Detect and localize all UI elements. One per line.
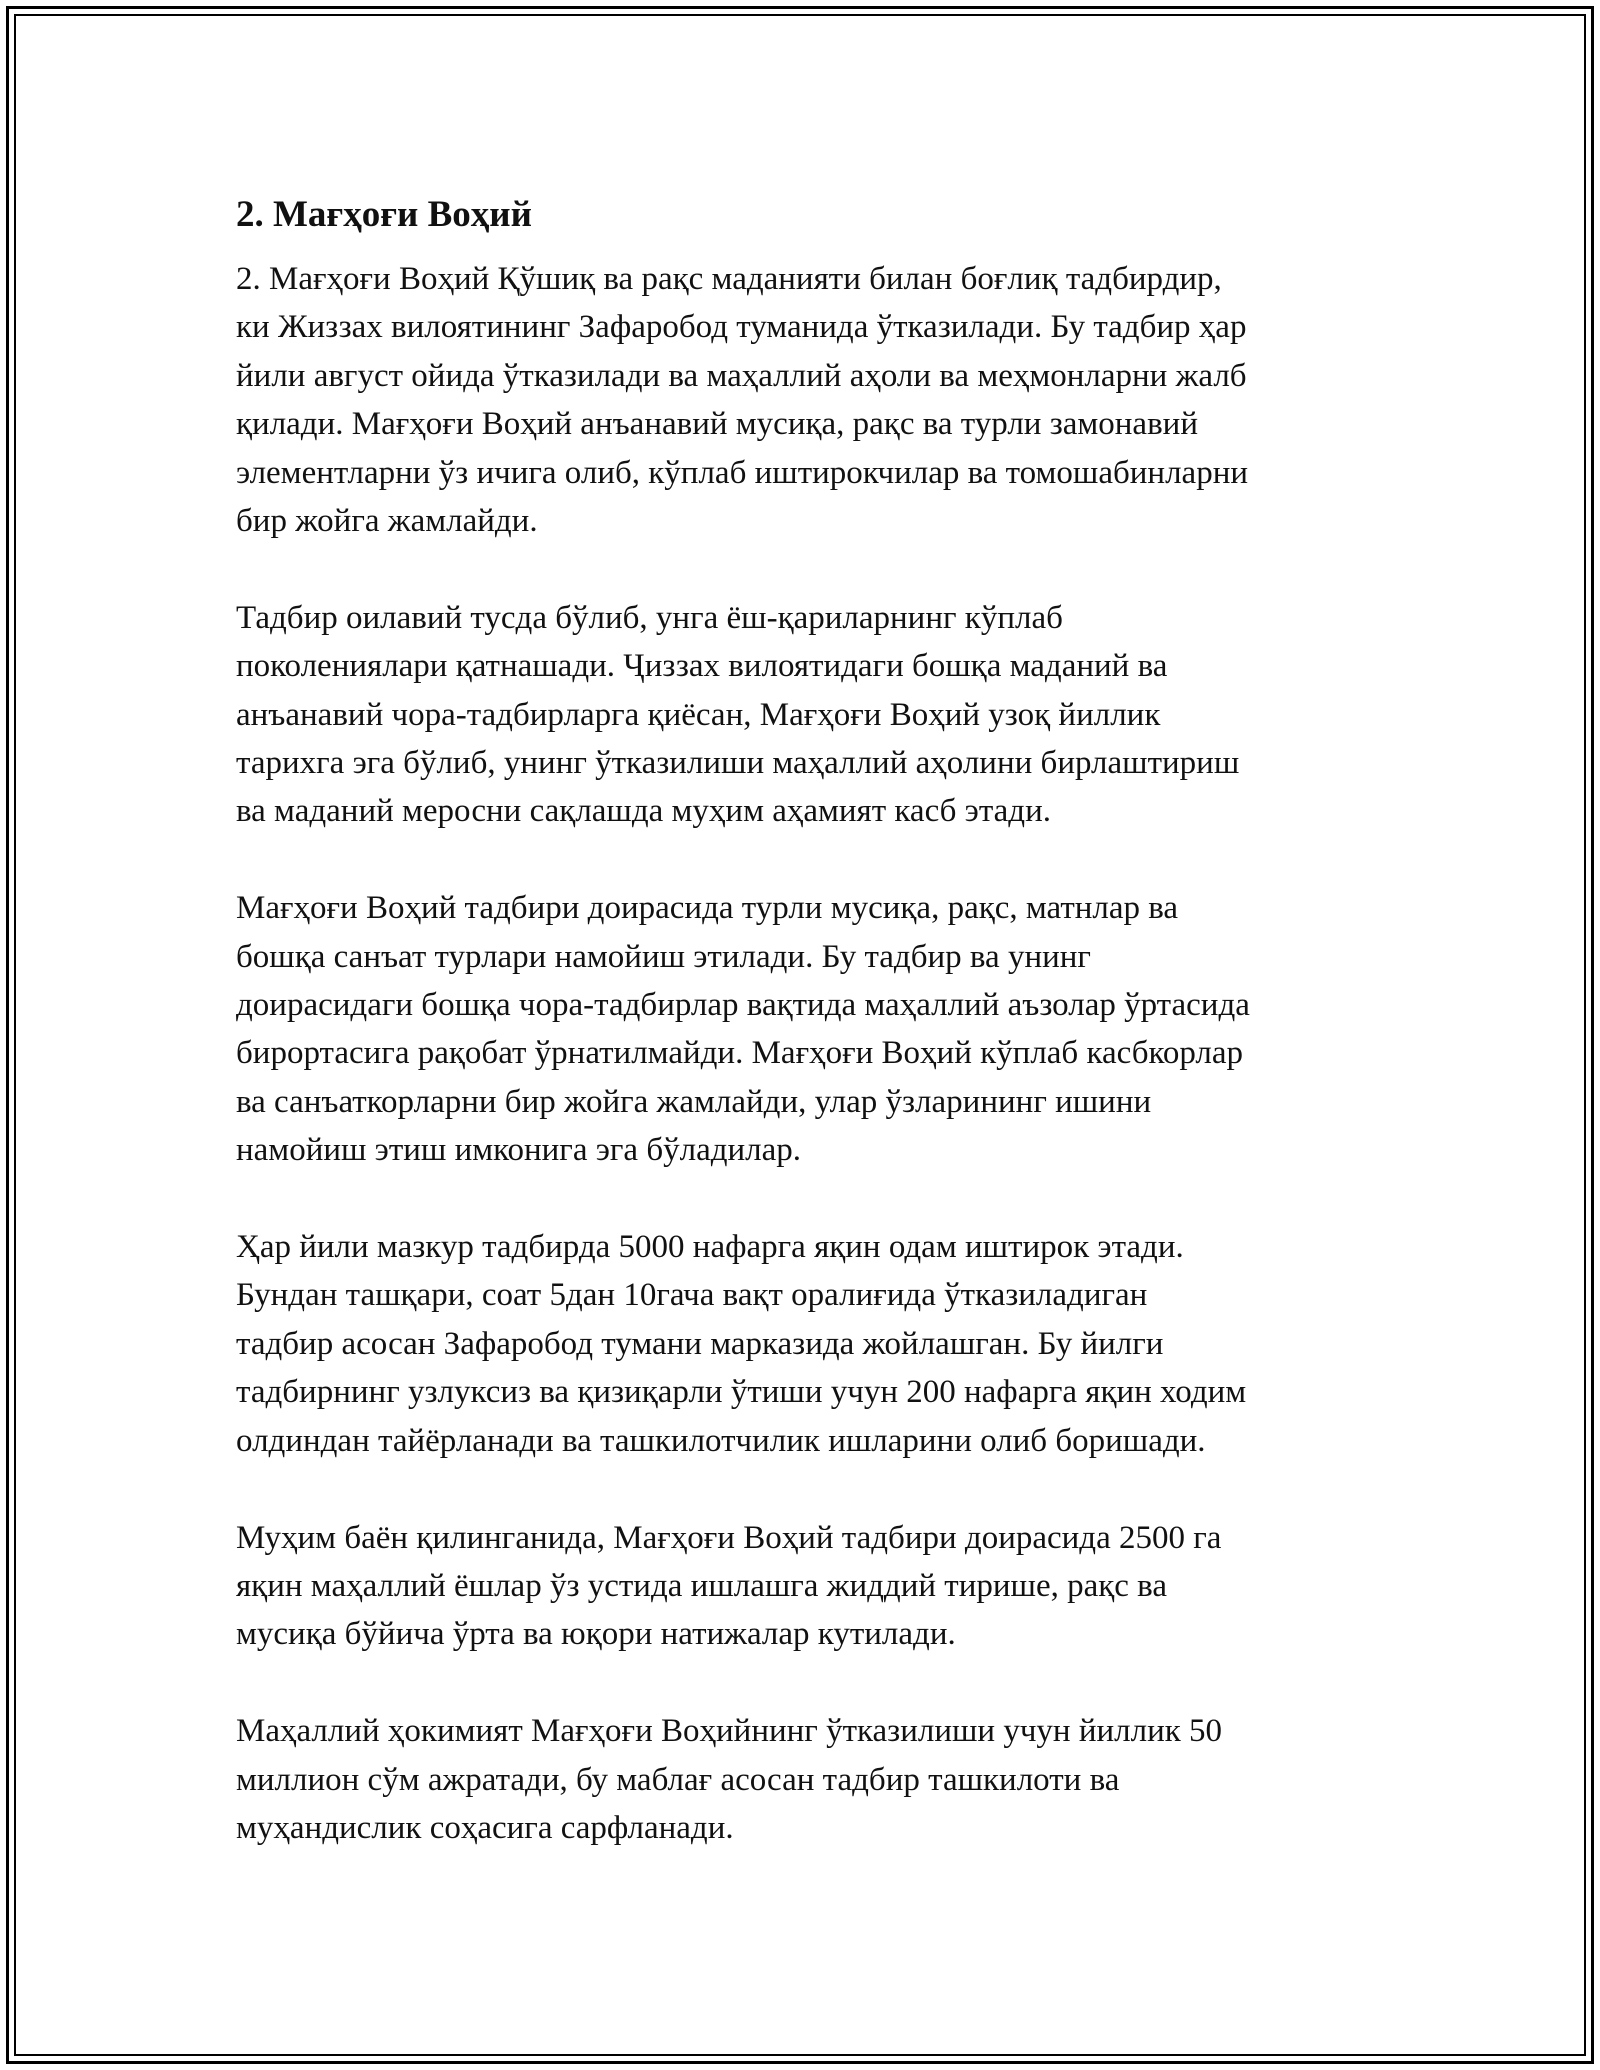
text-line: йили август ойида ўтказилади ва маҳаллий аҳоли ва меҳмонларни жалб — [236, 357, 1247, 394]
text-line: Маҳаллий ҳокимият Мағҳоғи Воҳийнинг ўтказилиши учун йиллик 50 — [236, 1713, 1223, 1750]
text-line: Мағҳоғи Воҳий тадбири доирасида турли мусиқа, рақс, матнлар ва — [236, 890, 1179, 927]
paragraph-6 — [236, 1707, 1396, 1852]
section-heading: 2. Мағҳоғи Воҳий — [236, 194, 532, 235]
text-line: тарихга эга бўлиб, унинг ўтказилиши маҳаллий аҳолини бирлаштириш — [236, 745, 1240, 782]
text-line: намойиш этиш имконига эга бўладилар. — [236, 1132, 802, 1169]
text-line: 2. Мағҳоғи Воҳий Қўшиқ ва рақс маданияти билан боғлиқ тадбирдир, — [236, 261, 1222, 297]
text-line: поколениялари қатнашади. Ҷиззах вилоятидаги бошқа маданий ва — [236, 648, 1168, 685]
text-line: анъанавий чора-тадбирларга қиёсан, Мағҳоғи Воҳий узоқ йиллик — [236, 696, 1161, 733]
text-line: Бундан ташқари, соат 5дан 10гача вақт оралиғида ўтказиладиган — [236, 1277, 1148, 1314]
text-line: бир жойга жамлайди. — [236, 503, 538, 540]
paragraph-5 — [236, 1514, 1396, 1659]
text-line: муҳандислик соҳасига сарфланади. — [236, 1809, 734, 1846]
text-line: ки Жиззах вилоятининг Зафаробод туманида ўтказилади. Бу тадбир ҳар — [236, 309, 1247, 346]
text-line: олдиндан тайёрланади ва ташкилотчилик ишларини олиб боришади. — [236, 1422, 1206, 1459]
paragraph-3 — [236, 884, 1396, 1174]
text-line: бирортасига рақобат ўрнатилмайди. Мағҳоғи Воҳий кўплаб касбкорлар — [236, 1035, 1244, 1072]
paragraph-4 — [236, 1223, 1396, 1465]
text-line: тадбирнинг узлуксиз ва қизиқарли ўтиши учун 200 нафарга яқин ходим — [236, 1374, 1247, 1411]
text-line: бошқа санъат турлари намойиш этилади. Бу тадбир ва унинг — [236, 938, 1091, 975]
text-line: тадбир асосан Зафаробод тумани марказида жойлашган. Бу йилги — [236, 1325, 1164, 1362]
text-line: миллион сўм ажратади, бу маблағ асосан тадбир ташкилоти ва — [236, 1761, 1120, 1798]
text-line: ва санъаткорларни бир жойга жамлайди, улар ўзларининг ишини — [236, 1083, 1152, 1120]
text-line: Ҳар йили мазкур тадбирда 5000 нафарга яқин одам иштирок этади. — [236, 1229, 1184, 1266]
document-body — [236, 185, 1396, 1901]
paragraph-1 — [236, 255, 1396, 545]
text-line: Тадбир оилавий тусда бўлиб, унга ёш-қариларнинг кўплаб — [236, 599, 1063, 636]
text-line: ва маданий меросни сақлашда муҳим аҳамият касб этади. — [236, 793, 1051, 830]
text-line: мусиқа бўйича ўрта ва юқори натижалар кутилади. — [236, 1616, 956, 1653]
paragraph-2 — [236, 594, 1396, 836]
text-line: элементларни ўз ичига олиб, кўплаб иштирокчилар ва томошабинларни — [236, 454, 1249, 491]
text-line: доирасидаги бошқа чора-тадбирлар вақтида маҳаллий аъзолар ўртасида — [236, 987, 1250, 1024]
text-line: яқин маҳаллий ёшлар ўз устида ишлашга жиддий тирише, рақс ва — [236, 1567, 1167, 1604]
text-line: Муҳим баён қилинганида, Мағҳоғи Воҳий тадбири доирасида 2500 га — [236, 1519, 1222, 1556]
text-line: қилади. Мағҳоғи Воҳий анъанавий мусиқа, рақс ва турли замонавий — [236, 406, 1198, 443]
